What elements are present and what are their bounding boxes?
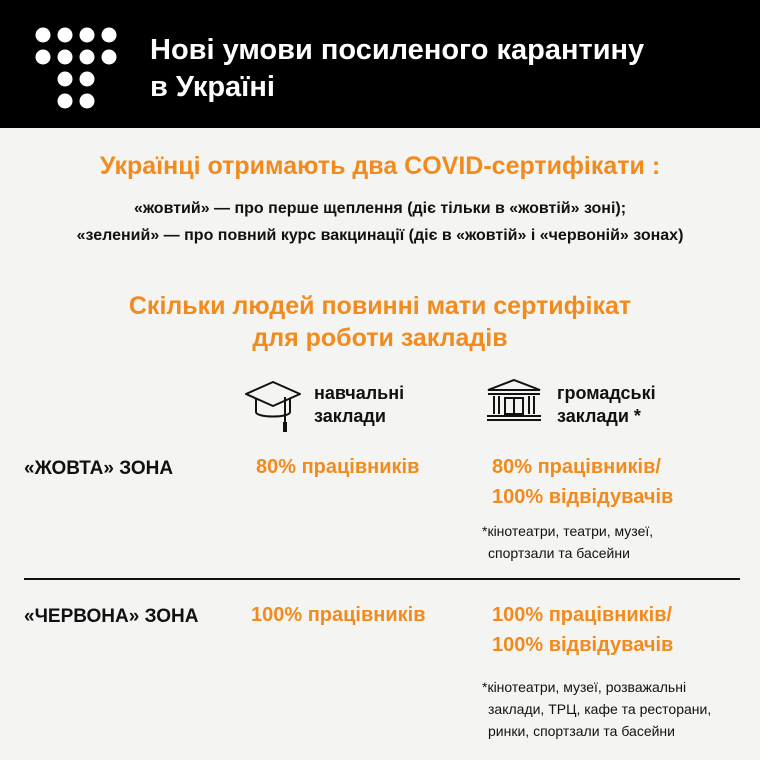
page-title xyxy=(150,32,710,106)
yellow-public-line-2: 100% відвідувачів xyxy=(492,486,674,508)
red-zone-public-value xyxy=(492,600,673,660)
graduation-cap-icon xyxy=(244,378,302,434)
red-note-line-3: ринки, спортзали та басейни xyxy=(488,723,675,739)
yellow-zone-note xyxy=(482,520,653,564)
red-public-line-1: 100% працівників/ xyxy=(492,604,673,626)
public-column-header xyxy=(557,382,656,428)
yellow-note-line-1: *кінотеатри, театри, музеї, xyxy=(482,523,654,539)
red-note-line-1: *кінотеатри, музеї, розважальні xyxy=(482,679,687,695)
education-column-header xyxy=(314,382,404,428)
yellow-zone-label: «ЖОВТА» ЗОНА xyxy=(24,458,174,479)
section-title-line-2: для роботи закладів xyxy=(252,324,508,352)
red-zone-label: «ЧЕРВОНА» ЗОНА xyxy=(24,606,199,627)
section-title-line-1: Скільки людей повинні мати сертифікат xyxy=(128,292,632,320)
title-line-1: Нові умови посиленого карантину xyxy=(150,34,645,66)
public-header-line-1: громадські xyxy=(557,383,656,403)
red-public-line-2: 100% відвідувачів xyxy=(492,634,674,656)
education-header-line-2: заклади xyxy=(314,406,386,426)
red-zone-education-value: 100% працівників xyxy=(251,604,426,626)
yellow-public-line-1: 80% працівників/ xyxy=(492,456,661,478)
building-icon xyxy=(485,378,543,422)
public-header-line-2: заклади * xyxy=(557,406,641,426)
yellow-zone-public-value xyxy=(492,452,673,512)
dot-grid-logo-icon xyxy=(34,26,118,110)
yellow-note-line-2: спортзали та басейни xyxy=(488,545,630,561)
green-certificate-text: «зелений» — про повний курс вакцинації (діє в «жовтій» і «червоній» зонах) xyxy=(76,227,684,244)
certificates-subtitle: Українці отримають два COVID-сертифікати : xyxy=(99,152,661,180)
red-note-line-2: заклади, ТРЦ, кафе та ресторани, xyxy=(488,701,712,717)
red-zone-note xyxy=(482,676,711,742)
header-bar xyxy=(0,0,760,128)
section-title xyxy=(0,290,760,354)
yellow-zone-education-value: 80% працівників xyxy=(256,456,420,478)
title-line-2: в Україні xyxy=(150,71,275,103)
education-header-line-1: навчальні xyxy=(314,383,405,403)
zone-divider xyxy=(24,578,740,580)
yellow-certificate-text: «жовтий» — про перше щеплення (діє тільки в «жовтій» зоні); xyxy=(133,200,627,217)
